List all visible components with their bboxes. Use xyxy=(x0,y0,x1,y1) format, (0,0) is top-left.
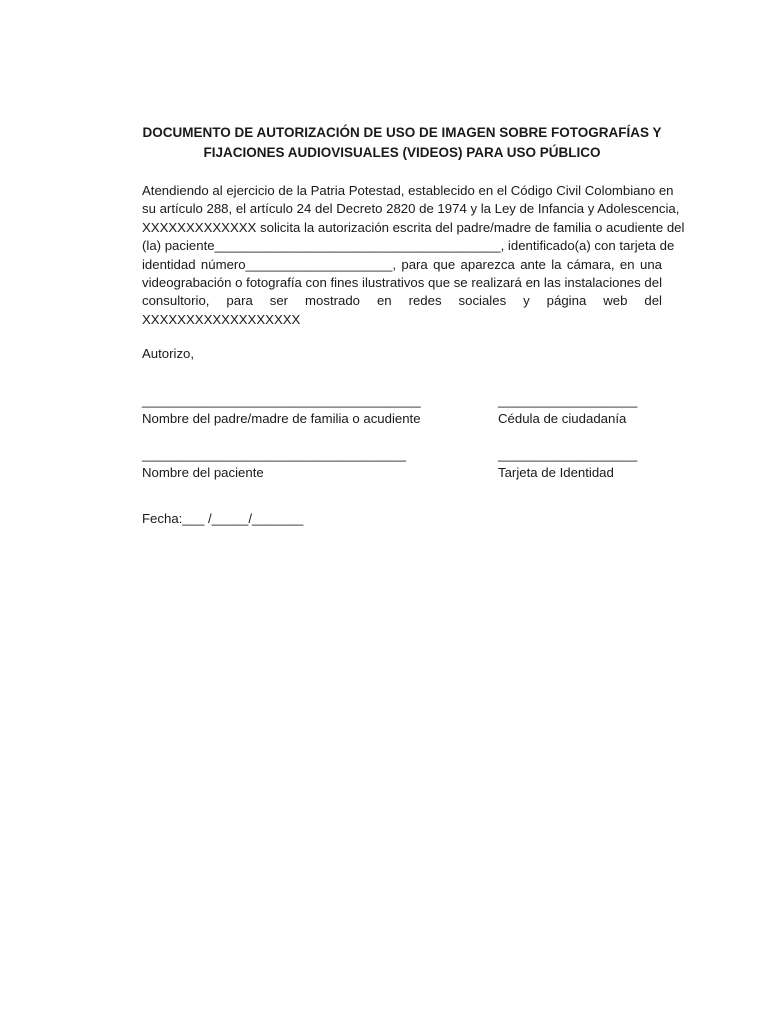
body-line-4: (la) paciente_______________________________________, identificado(a) con tarjeta de xyxy=(142,238,675,254)
body-line-8: XXXXXXXXXXXXXXXXXX xyxy=(142,311,301,327)
autorizo-text: Autorizo, xyxy=(142,346,195,361)
document-title xyxy=(142,123,662,163)
tarjeta-signature-block xyxy=(498,446,637,482)
cedula-label: Cédula de ciudadanía xyxy=(498,411,627,426)
patient-name-line: ____________________________________ xyxy=(142,447,407,462)
cedula-line: ___________________ xyxy=(498,393,638,408)
body-line-1: Atendiendo al ejercicio de la Patria Potestad, establecido en el Código Civil Colombiano en xyxy=(142,183,674,198)
body-paragraph xyxy=(142,182,685,329)
tarjeta-label: Tarjeta de Identidad xyxy=(498,465,614,480)
cedula-signature-block xyxy=(498,392,637,428)
body-line-5: identidad número____________________, para que aparezca ante la cámara, en una xyxy=(142,256,662,272)
body-line-6: videograbación o fotografía con fines ilustrativos que se realizará en las instalaciones del xyxy=(142,275,662,291)
body-line-2: su artículo 288, el artículo 24 del Decreto 2820 de 1974 y la Ley de Infancia y Adolescencia, xyxy=(142,201,680,217)
title-line-2: FIJACIONES AUDIOVISUALES (VIDEOS) PARA USO PÚBLICO xyxy=(203,145,601,160)
date-field: Fecha:___ /_____/_______ xyxy=(142,511,304,526)
title-line-1: DOCUMENTO DE AUTORIZACIÓN DE USO DE IMAGEN SOBRE FOTOGRAFÍAS Y xyxy=(142,125,662,140)
patient-name-label: Nombre del paciente xyxy=(142,465,264,480)
parent-signature-label: Nombre del padre/madre de familia o acudiente xyxy=(142,411,421,426)
body-line-7: consultorio, para ser mostrado en redes sociales y página web del xyxy=(142,293,662,309)
tarjeta-line: ___________________ xyxy=(498,447,638,462)
patient-signature-block xyxy=(142,446,406,482)
parent-signature-line: ______________________________________ xyxy=(142,393,421,408)
parent-signature-block xyxy=(142,392,421,428)
body-line-3: XXXXXXXXXXXXX solicita la autorización escrita del padre/madre de familia o acudiente del xyxy=(142,219,685,235)
